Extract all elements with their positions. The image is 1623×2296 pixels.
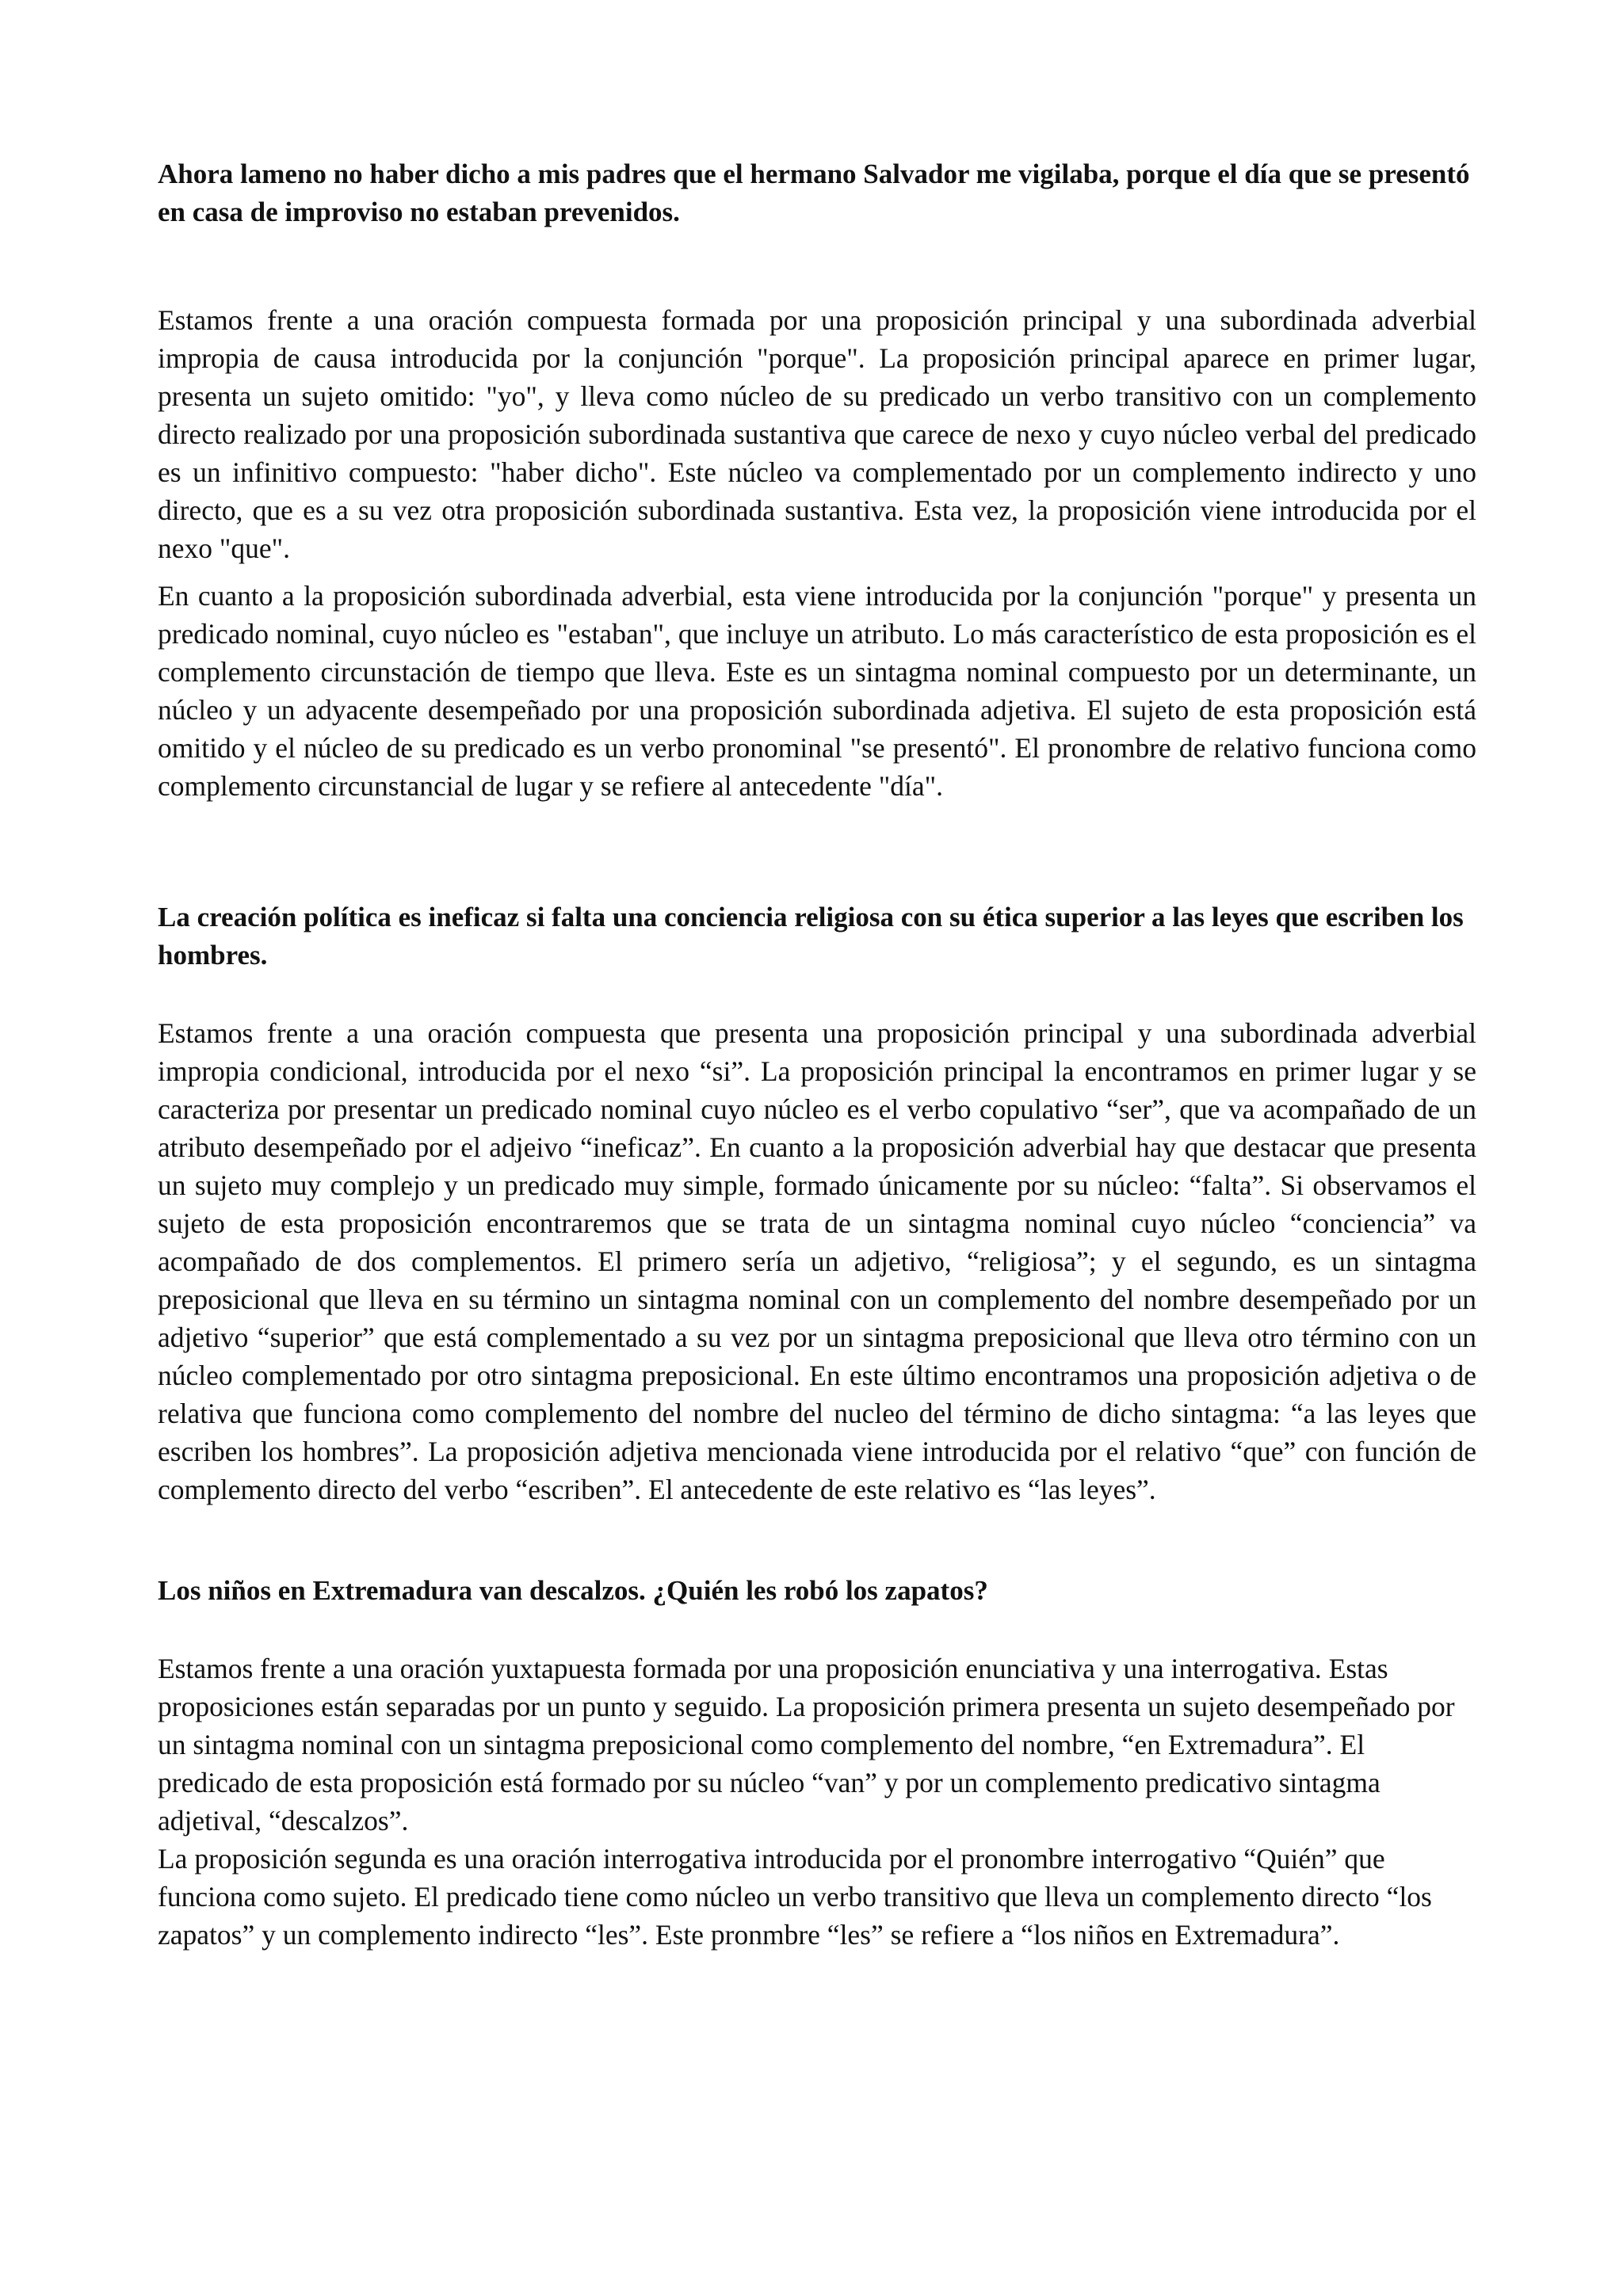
section-paragraph: En cuanto a la proposición subordinada adverbial, esta viene introducida por la conjunción "porque" y presenta un predicado nominal, cuyo núcleo es "estaban", que incluye un atributo. Lo más característico de esta proposición es el complemento circunstación de tiempo que lleva. Este es un sintagma nominal compuesto por un determinante, un núcleo y un adyacente desempeñado por una proposición subordinada adjetiva. El sujeto de esta proposición está omitido y el núcleo de su predicado es un verbo pronominal "se presentó". El pronombre de relativo funciona como complemento circunstancial de lugar y se refiere al antecedente "día". [158,580,1476,802]
section-paragraph: La proposición segunda es una oración interrogativa introducida por el pronombre interrogativo “Quién” que funciona como sujeto. El predicado tiene como núcleo un verbo transitivo que lleva un complemento directo “los zapatos” y un complemento indirecto “les”. Este pronmbre “les” se refiere a “los niños en Extremadura”. [158,1843,1432,1951]
section-3 [158,1572,1476,1954]
document-page [158,155,1476,1954]
section-paragraph: Estamos frente a una oración compuesta que presenta una proposición principal y una subordinada adverbial impropia condicional, introducida por el nexo “si”. La proposición principal la encontramos en primer lugar y se caracteriza por presentar un predicado nominal cuyo núcleo es el verbo copulativo “ser”, que va acompañado de un atributo desempeñado por el adjeivo “ineficaz”. En cuanto a la proposición adverbial hay que destacar que presenta un sujeto muy complejo y un predicado muy simple, formado únicamente por su núcleo: “falta”. Si observamos el sujeto de esta proposición encontraremos que se trata de un sintagma nominal cuyo núcleo “conciencia” va acompañado de dos complementos. El primero sería un adjetivo, “religiosa”; y el segundo, es un sintagma preposicional que lleva en su término un sintagma nominal con un complemento del nombre desempeñado por un adjetivo “superior” que está complementado a su vez por un sintagma preposicional que lleva otro término con un núcleo complementado por otro sintagma preposicional. En este último encontramos una proposición adjetiva o de relativa que funciona como complemento del nombre del nucleo del término de dicho sintagma: “a las leyes que escriben los hombres”. La proposición adjetiva mencionada viene introducida por el relativo “que” con función de complemento directo del verbo “escriben”. El antecedente de este relativo es “las leyes”. [158,1017,1476,1505]
section-heading: Ahora lameno no haber dicho a mis padres que el hermano Salvador me vigilaba, porque el día que se presentó en casa de improviso no estaban prevenidos. [158,158,1470,227]
section-2 [158,898,1476,1508]
section-heading: Los niños en Extremadura van descalzos. ¿Quién les robó los zapatos? [158,1575,988,1606]
section-1 [158,155,1476,805]
section-paragraph: Estamos frente a una oración compuesta formada por una proposición principal y una subordinada adverbial impropia de causa introducida por la conjunción "porque". La proposición principal aparece en primer lugar, presenta un sujeto omitido: "yo", y lleva como núcleo de su predicado un verbo transitivo con un complemento directo realizado por una proposición subordinada sustantiva que carece de nexo y cuyo núcleo verbal del predicado es un infinitivo compuesto: "haber dicho". Este núcleo va complementado por un complemento indirecto y uno directo, que es a su vez otra proposición subordinada sustantiva. Esta vez, la proposición viene introducida por el nexo "que". [158,304,1476,564]
section-paragraph: Estamos frente a una oración yuxtapuesta formada por una proposición enunciativa y una interrogativa. Estas proposiciones están separadas por un punto y seguido. La proposición primera presenta un sujeto desempeñado por un sintagma nominal con un sintagma preposicional como complemento del nombre, “en Extremadura”. El predicado de esta proposición está formado por su núcleo “van” y por un complemento predicativo sintagma adjetival, “descalzos”. [158,1653,1455,1836]
section-heading: La creación política es ineficaz si falta una conciencia religiosa con su ética superior a las leyes que escriben los hombres. [158,902,1464,971]
